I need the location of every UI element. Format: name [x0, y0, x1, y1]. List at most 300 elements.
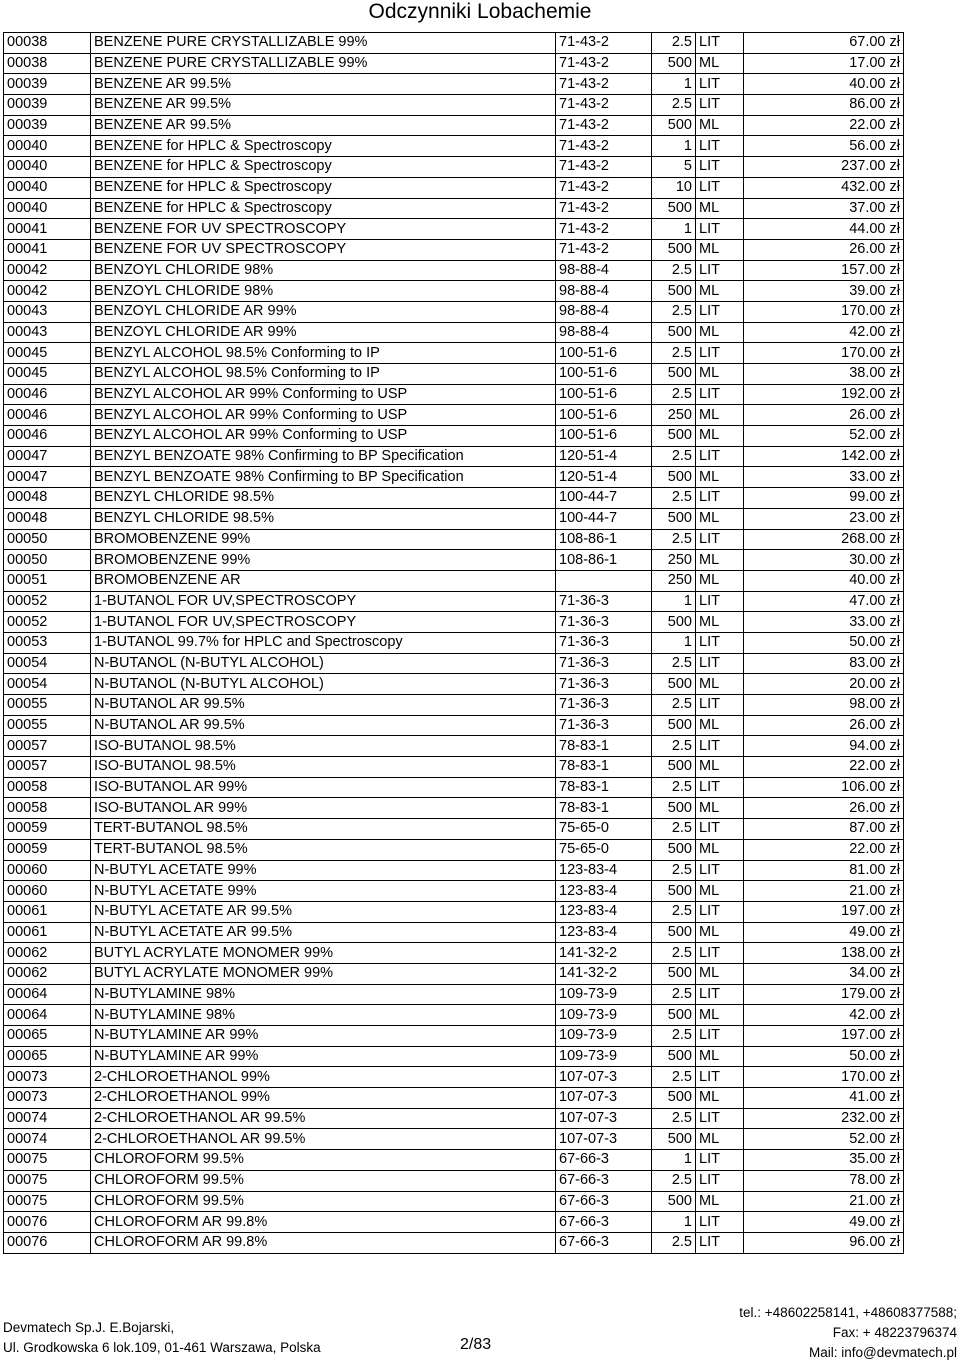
- quantity: 2.5: [652, 529, 696, 550]
- product-name: BENZYL BENZOATE 98% Confirming to BP Specification: [91, 446, 556, 467]
- cas-number: 109-73-9: [556, 1005, 652, 1026]
- cas-number: 75-65-0: [556, 839, 652, 860]
- price: 94.00 zł: [744, 736, 904, 757]
- quantity: 2.5: [652, 488, 696, 509]
- cas-number: 141-32-2: [556, 943, 652, 964]
- product-code: 00054: [4, 653, 91, 674]
- quantity: 2.5: [652, 860, 696, 881]
- unit: LIT: [696, 984, 744, 1005]
- table-row: [4, 405, 904, 426]
- product-code: 00048: [4, 508, 91, 529]
- table-row: [4, 922, 904, 943]
- table-row: [4, 95, 904, 116]
- product-code: 00055: [4, 695, 91, 716]
- product-name: BENZYL ALCOHOL AR 99% Conforming to USP: [91, 426, 556, 447]
- cas-number: 109-73-9: [556, 984, 652, 1005]
- unit: ML: [696, 612, 744, 633]
- price: 78.00 zł: [744, 1170, 904, 1191]
- price: 197.00 zł: [744, 901, 904, 922]
- price: 26.00 zł: [744, 405, 904, 426]
- quantity: 2.5: [652, 819, 696, 840]
- product-code: 00053: [4, 632, 91, 653]
- product-name: BENZENE AR 99.5%: [91, 95, 556, 116]
- product-code: 00060: [4, 881, 91, 902]
- unit: LIT: [696, 301, 744, 322]
- product-name: BENZENE for HPLC & Spectroscopy: [91, 198, 556, 219]
- quantity: 500: [652, 612, 696, 633]
- cas-number: 98-88-4: [556, 260, 652, 281]
- product-code: 00052: [4, 591, 91, 612]
- quantity: 500: [652, 1005, 696, 1026]
- table-row: [4, 674, 904, 695]
- quantity: 1: [652, 219, 696, 240]
- quantity: 2.5: [652, 95, 696, 116]
- product-code: 00073: [4, 1088, 91, 1109]
- table-row: [4, 488, 904, 509]
- unit: LIT: [696, 1232, 744, 1253]
- unit: LIT: [696, 1150, 744, 1171]
- unit: ML: [696, 1046, 744, 1067]
- product-code: 00046: [4, 426, 91, 447]
- cas-number: 107-07-3: [556, 1108, 652, 1129]
- unit: LIT: [696, 632, 744, 653]
- table-row: [4, 426, 904, 447]
- price: 50.00 zł: [744, 1046, 904, 1067]
- table-row: [4, 1232, 904, 1253]
- unit: ML: [696, 1088, 744, 1109]
- unit: ML: [696, 798, 744, 819]
- product-code: 00046: [4, 384, 91, 405]
- table-row: [4, 1191, 904, 1212]
- unit: LIT: [696, 1170, 744, 1191]
- table-row: [4, 839, 904, 860]
- quantity: 2.5: [652, 653, 696, 674]
- unit: LIT: [696, 736, 744, 757]
- price: 81.00 zł: [744, 860, 904, 881]
- product-code: 00039: [4, 95, 91, 116]
- unit: ML: [696, 467, 744, 488]
- product-name: N-BUTANOL AR 99.5%: [91, 715, 556, 736]
- footer-company: Devmatech Sp.J. E.Bojarski,: [3, 1320, 175, 1335]
- product-code: 00059: [4, 839, 91, 860]
- cas-number: 71-43-2: [556, 136, 652, 157]
- product-code: 00047: [4, 467, 91, 488]
- quantity: 2.5: [652, 260, 696, 281]
- product-code: 00050: [4, 550, 91, 571]
- quantity: 500: [652, 364, 696, 385]
- quantity: 500: [652, 798, 696, 819]
- quantity: 2.5: [652, 301, 696, 322]
- quantity: 500: [652, 1191, 696, 1212]
- price: 35.00 zł: [744, 1150, 904, 1171]
- price: 26.00 zł: [744, 239, 904, 260]
- product-name: N-BUTYLAMINE AR 99%: [91, 1026, 556, 1047]
- product-code: 00039: [4, 115, 91, 136]
- product-code: 00046: [4, 405, 91, 426]
- product-name: CHLOROFORM 99.5%: [91, 1191, 556, 1212]
- unit: LIT: [696, 157, 744, 178]
- unit: LIT: [696, 1067, 744, 1088]
- cas-number: 71-36-3: [556, 591, 652, 612]
- unit: ML: [696, 1129, 744, 1150]
- price: 39.00 zł: [744, 281, 904, 302]
- price: 37.00 zł: [744, 198, 904, 219]
- table-row: [4, 136, 904, 157]
- cas-number: [556, 570, 652, 591]
- unit: LIT: [696, 177, 744, 198]
- product-name: BENZYL ALCOHOL 98.5% Conforming to IP: [91, 364, 556, 385]
- table-row: [4, 570, 904, 591]
- unit: LIT: [696, 1026, 744, 1047]
- product-code: 00039: [4, 74, 91, 95]
- product-name: CHLOROFORM 99.5%: [91, 1170, 556, 1191]
- table-row: [4, 301, 904, 322]
- unit: LIT: [696, 943, 744, 964]
- cas-number: 67-66-3: [556, 1170, 652, 1191]
- quantity: 500: [652, 281, 696, 302]
- product-code: 00057: [4, 736, 91, 757]
- product-name: BENZYL CHLORIDE 98.5%: [91, 488, 556, 509]
- cas-number: 71-43-2: [556, 74, 652, 95]
- product-code: 00042: [4, 281, 91, 302]
- product-code: 00076: [4, 1212, 91, 1233]
- table-row: [4, 115, 904, 136]
- cas-number: 71-36-3: [556, 632, 652, 653]
- cas-number: 71-43-2: [556, 157, 652, 178]
- table-row: [4, 1088, 904, 1109]
- unit: ML: [696, 550, 744, 571]
- table-row: [4, 777, 904, 798]
- price: 106.00 zł: [744, 777, 904, 798]
- unit: LIT: [696, 384, 744, 405]
- quantity: 2.5: [652, 777, 696, 798]
- unit: LIT: [696, 529, 744, 550]
- quantity: 10: [652, 177, 696, 198]
- table-row: [4, 757, 904, 778]
- product-code: 00054: [4, 674, 91, 695]
- product-code: 00058: [4, 798, 91, 819]
- product-name: CHLOROFORM 99.5%: [91, 1150, 556, 1171]
- table-row: [4, 984, 904, 1005]
- price: 42.00 zł: [744, 1005, 904, 1026]
- product-name: 2-CHLOROETHANOL AR 99.5%: [91, 1108, 556, 1129]
- price: 268.00 zł: [744, 529, 904, 550]
- unit: ML: [696, 570, 744, 591]
- quantity: 500: [652, 963, 696, 984]
- product-name: N-BUTYL ACETATE 99%: [91, 881, 556, 902]
- price: 22.00 zł: [744, 757, 904, 778]
- product-code: 00051: [4, 570, 91, 591]
- cas-number: 71-43-2: [556, 177, 652, 198]
- product-name: BENZOYL CHLORIDE AR 99%: [91, 322, 556, 343]
- product-code: 00045: [4, 364, 91, 385]
- cas-number: 71-36-3: [556, 653, 652, 674]
- quantity: 2.5: [652, 33, 696, 54]
- cas-number: 100-51-6: [556, 426, 652, 447]
- footer-address: Ul. Grodkowska 6 lok.109, 01-461 Warszawa, Polska: [3, 1340, 321, 1355]
- cas-number: 71-43-2: [556, 239, 652, 260]
- unit: ML: [696, 674, 744, 695]
- quantity: 500: [652, 1046, 696, 1067]
- quantity: 1: [652, 591, 696, 612]
- product-name: BENZENE AR 99.5%: [91, 74, 556, 95]
- product-code: 00061: [4, 901, 91, 922]
- quantity: 2.5: [652, 984, 696, 1005]
- unit: LIT: [696, 695, 744, 716]
- cas-number: 71-43-2: [556, 95, 652, 116]
- product-name: BENZOYL CHLORIDE 98%: [91, 260, 556, 281]
- table-row: [4, 736, 904, 757]
- product-name: 1-BUTANOL 99.7% for HPLC and Spectroscopy: [91, 632, 556, 653]
- price: 17.00 zł: [744, 53, 904, 74]
- quantity: 500: [652, 839, 696, 860]
- quantity: 500: [652, 467, 696, 488]
- table-row: [4, 343, 904, 364]
- price: 33.00 zł: [744, 467, 904, 488]
- product-code: 00074: [4, 1129, 91, 1150]
- product-name: BROMOBENZENE 99%: [91, 550, 556, 571]
- unit: LIT: [696, 488, 744, 509]
- price: 52.00 zł: [744, 1129, 904, 1150]
- cas-number: 78-83-1: [556, 777, 652, 798]
- product-code: 00047: [4, 446, 91, 467]
- cas-number: 120-51-4: [556, 446, 652, 467]
- product-code: 00038: [4, 53, 91, 74]
- cas-number: 109-73-9: [556, 1046, 652, 1067]
- product-name: N-BUTYLAMINE AR 99%: [91, 1046, 556, 1067]
- cas-number: 100-51-6: [556, 343, 652, 364]
- product-code: 00043: [4, 322, 91, 343]
- product-name: N-BUTYL ACETATE AR 99.5%: [91, 901, 556, 922]
- price: 20.00 zł: [744, 674, 904, 695]
- table-row: [4, 281, 904, 302]
- product-code: 00074: [4, 1108, 91, 1129]
- price: 99.00 zł: [744, 488, 904, 509]
- table-row: [4, 1108, 904, 1129]
- price: 432.00 zł: [744, 177, 904, 198]
- product-name: BENZYL CHLORIDE 98.5%: [91, 508, 556, 529]
- table-row: [4, 901, 904, 922]
- price: 96.00 zł: [744, 1232, 904, 1253]
- quantity: 500: [652, 53, 696, 74]
- table-row: [4, 177, 904, 198]
- unit: LIT: [696, 819, 744, 840]
- product-name: BENZENE for HPLC & Spectroscopy: [91, 157, 556, 178]
- cas-number: 123-83-4: [556, 901, 652, 922]
- product-name: ISO-BUTANOL AR 99%: [91, 798, 556, 819]
- product-code: 00060: [4, 860, 91, 881]
- price: 50.00 zł: [744, 632, 904, 653]
- unit: ML: [696, 239, 744, 260]
- table-row: [4, 1150, 904, 1171]
- product-code: 00052: [4, 612, 91, 633]
- quantity: 2.5: [652, 446, 696, 467]
- unit: LIT: [696, 777, 744, 798]
- table-row: [4, 632, 904, 653]
- price: 26.00 zł: [744, 715, 904, 736]
- product-name: BENZENE AR 99.5%: [91, 115, 556, 136]
- price: 49.00 zł: [744, 1212, 904, 1233]
- cas-number: 98-88-4: [556, 301, 652, 322]
- quantity: 2.5: [652, 901, 696, 922]
- cas-number: 71-43-2: [556, 198, 652, 219]
- unit: ML: [696, 963, 744, 984]
- quantity: 2.5: [652, 1026, 696, 1047]
- table-row: [4, 1046, 904, 1067]
- unit: LIT: [696, 1108, 744, 1129]
- price: 23.00 zł: [744, 508, 904, 529]
- quantity: 500: [652, 881, 696, 902]
- quantity: 1: [652, 1212, 696, 1233]
- unit: LIT: [696, 653, 744, 674]
- price: 192.00 zł: [744, 384, 904, 405]
- product-code: 00055: [4, 715, 91, 736]
- table-row: [4, 219, 904, 240]
- product-name: TERT-BUTANOL 98.5%: [91, 839, 556, 860]
- table-row: [4, 591, 904, 612]
- cas-number: 67-66-3: [556, 1191, 652, 1212]
- product-name: 2-CHLOROETHANOL 99%: [91, 1088, 556, 1109]
- product-name: BUTYL ACRYLATE MONOMER 99%: [91, 963, 556, 984]
- quantity: 500: [652, 426, 696, 447]
- cas-number: 107-07-3: [556, 1129, 652, 1150]
- quantity: 250: [652, 405, 696, 426]
- table-row: [4, 198, 904, 219]
- cas-number: 123-83-4: [556, 860, 652, 881]
- unit: LIT: [696, 1212, 744, 1233]
- table-row: [4, 798, 904, 819]
- product-code: 00065: [4, 1046, 91, 1067]
- product-code: 00058: [4, 777, 91, 798]
- product-code: 00057: [4, 757, 91, 778]
- quantity: 500: [652, 322, 696, 343]
- price: 22.00 zł: [744, 839, 904, 860]
- product-code: 00040: [4, 136, 91, 157]
- quantity: 2.5: [652, 1232, 696, 1253]
- product-code: 00040: [4, 177, 91, 198]
- price: 47.00 zł: [744, 591, 904, 612]
- unit: ML: [696, 922, 744, 943]
- cas-number: 123-83-4: [556, 881, 652, 902]
- unit: ML: [696, 881, 744, 902]
- cas-number: 67-66-3: [556, 1150, 652, 1171]
- cas-number: 100-44-7: [556, 488, 652, 509]
- quantity: 250: [652, 570, 696, 591]
- price: 86.00 zł: [744, 95, 904, 116]
- unit: LIT: [696, 343, 744, 364]
- price: 40.00 zł: [744, 570, 904, 591]
- price: 98.00 zł: [744, 695, 904, 716]
- quantity: 250: [652, 550, 696, 571]
- price: 34.00 zł: [744, 963, 904, 984]
- price: 83.00 zł: [744, 653, 904, 674]
- table-row: [4, 467, 904, 488]
- table-row: [4, 819, 904, 840]
- price-table: [3, 32, 904, 1254]
- table-row: [4, 33, 904, 54]
- table-row: [4, 860, 904, 881]
- price: 56.00 zł: [744, 136, 904, 157]
- quantity: 2.5: [652, 384, 696, 405]
- unit: ML: [696, 281, 744, 302]
- cas-number: 71-43-2: [556, 219, 652, 240]
- table-row: [4, 881, 904, 902]
- product-name: BENZENE PURE CRYSTALLIZABLE 99%: [91, 33, 556, 54]
- footer-fax: Fax: + 48223796374: [832, 1325, 957, 1340]
- product-code: 00075: [4, 1170, 91, 1191]
- quantity: 1: [652, 136, 696, 157]
- price: 232.00 zł: [744, 1108, 904, 1129]
- quantity: 500: [652, 715, 696, 736]
- unit: LIT: [696, 591, 744, 612]
- price: 197.00 zł: [744, 1026, 904, 1047]
- product-name: ISO-BUTANOL 98.5%: [91, 736, 556, 757]
- price: 26.00 zł: [744, 798, 904, 819]
- cas-number: 107-07-3: [556, 1088, 652, 1109]
- product-name: BENZYL ALCOHOL AR 99% Conforming to USP: [91, 384, 556, 405]
- unit: LIT: [696, 860, 744, 881]
- product-name: CHLOROFORM AR 99.8%: [91, 1232, 556, 1253]
- quantity: 500: [652, 239, 696, 260]
- product-name: BUTYL ACRYLATE MONOMER 99%: [91, 943, 556, 964]
- page-number: 2/83: [460, 1336, 492, 1353]
- table-row: [4, 364, 904, 385]
- table-row: [4, 239, 904, 260]
- product-code: 00041: [4, 219, 91, 240]
- product-code: 00076: [4, 1232, 91, 1253]
- product-code: 00061: [4, 922, 91, 943]
- unit: ML: [696, 1191, 744, 1212]
- footer-left: [3, 1318, 321, 1358]
- product-name: N-BUTANOL (N-BUTYL ALCOHOL): [91, 674, 556, 695]
- footer-mail: Mail: info@devmatech.pl: [808, 1345, 957, 1360]
- quantity: 500: [652, 1129, 696, 1150]
- unit: ML: [696, 364, 744, 385]
- product-name: N-BUTYLAMINE 98%: [91, 984, 556, 1005]
- cas-number: 100-51-6: [556, 384, 652, 405]
- price: 38.00 zł: [744, 364, 904, 385]
- table-row: [4, 1026, 904, 1047]
- price: 142.00 zł: [744, 446, 904, 467]
- cas-number: 98-88-4: [556, 322, 652, 343]
- unit: ML: [696, 839, 744, 860]
- unit: ML: [696, 198, 744, 219]
- product-code: 00059: [4, 819, 91, 840]
- product-name: BENZYL ALCOHOL 98.5% Conforming to IP: [91, 343, 556, 364]
- price: 49.00 zł: [744, 922, 904, 943]
- quantity: 500: [652, 757, 696, 778]
- cas-number: 98-88-4: [556, 281, 652, 302]
- product-name: BENZOYL CHLORIDE 98%: [91, 281, 556, 302]
- cas-number: 120-51-4: [556, 467, 652, 488]
- product-code: 00064: [4, 1005, 91, 1026]
- cas-number: 75-65-0: [556, 819, 652, 840]
- price: 237.00 zł: [744, 157, 904, 178]
- price: 138.00 zł: [744, 943, 904, 964]
- quantity: 1: [652, 1150, 696, 1171]
- product-code: 00073: [4, 1067, 91, 1088]
- price: 170.00 zł: [744, 343, 904, 364]
- table-row: [4, 1129, 904, 1150]
- unit: LIT: [696, 95, 744, 116]
- cas-number: 78-83-1: [556, 798, 652, 819]
- cas-number: 123-83-4: [556, 922, 652, 943]
- product-name: N-BUTYLAMINE 98%: [91, 1005, 556, 1026]
- cas-number: 107-07-3: [556, 1067, 652, 1088]
- price-table-body: [4, 33, 904, 1254]
- product-code: 00042: [4, 260, 91, 281]
- cas-number: 100-51-6: [556, 405, 652, 426]
